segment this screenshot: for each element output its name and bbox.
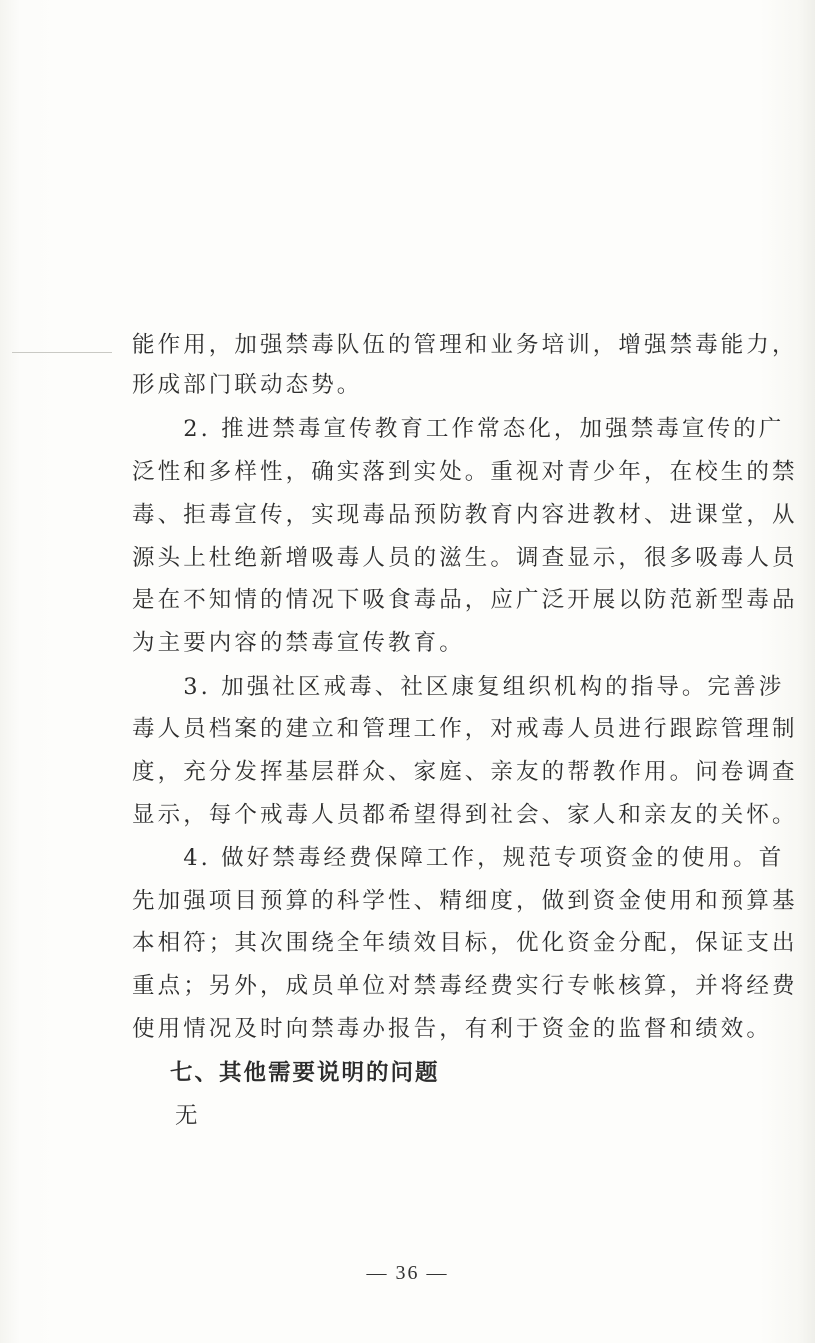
body-line-8: 为主要内容的禁毒宣传教育。 xyxy=(132,630,465,656)
body-line-15: 本相符；其次围绕全年绩效目标，优化资金分配，保证支出 xyxy=(132,930,798,956)
body-line-12: 显示，每个戒毒人员都希望得到社会、家人和亲友的关怀。 xyxy=(132,802,798,828)
body-line-14: 先加强项目预算的科学性、精细度，做到资金使用和预算基 xyxy=(132,888,798,914)
section-body: 无 xyxy=(175,1103,198,1129)
body-line-17: 使用情况及时向禁毒办报告，有利于资金的监督和绩效。 xyxy=(132,1016,773,1042)
body-line-5: 毒、拒毒宣传，实现毒品预防教育内容进教材、进课堂，从 xyxy=(132,502,798,528)
body-line-11: 度，充分发挥基层群众、家庭、亲友的帮教作用。问卷调查 xyxy=(132,759,798,785)
page-number: — 36 — xyxy=(366,1262,449,1284)
scan-artifact-line xyxy=(12,352,112,353)
body-line-7: 是在不知情的情况下吸食毒品，应广泛开展以防范新型毒品 xyxy=(132,587,798,613)
body-line-3: 2. 推进禁毒宣传教育工作常态化，加强禁毒宣传的广 xyxy=(132,416,785,442)
section-heading: 七、其他需要说明的问题 xyxy=(170,1060,440,1086)
body-line-16: 重点；另外，成员单位对禁毒经费实行专帐核算，并将经费 xyxy=(132,973,798,999)
body-line-13: 4. 做好禁毒经费保障工作，规范专项资金的使用。首 xyxy=(132,845,785,871)
body-line-9: 3. 加强社区戒毒、社区康复组织机构的指导。完善涉 xyxy=(132,674,785,700)
body-line-10: 毒人员档案的建立和管理工作，对戒毒人员进行跟踪管理制 xyxy=(132,716,798,742)
body-line-1: 能作用，加强禁毒队伍的管理和业务培训，增强禁毒能力， xyxy=(132,332,798,358)
body-line-4: 泛性和多样性，确实落到实处。重视对青少年，在校生的禁 xyxy=(132,459,798,485)
body-line-2: 形成部门联动态势。 xyxy=(132,372,363,398)
body-line-6: 源头上杜绝新增吸毒人员的滋生。调查显示，很多吸毒人员 xyxy=(132,545,798,571)
